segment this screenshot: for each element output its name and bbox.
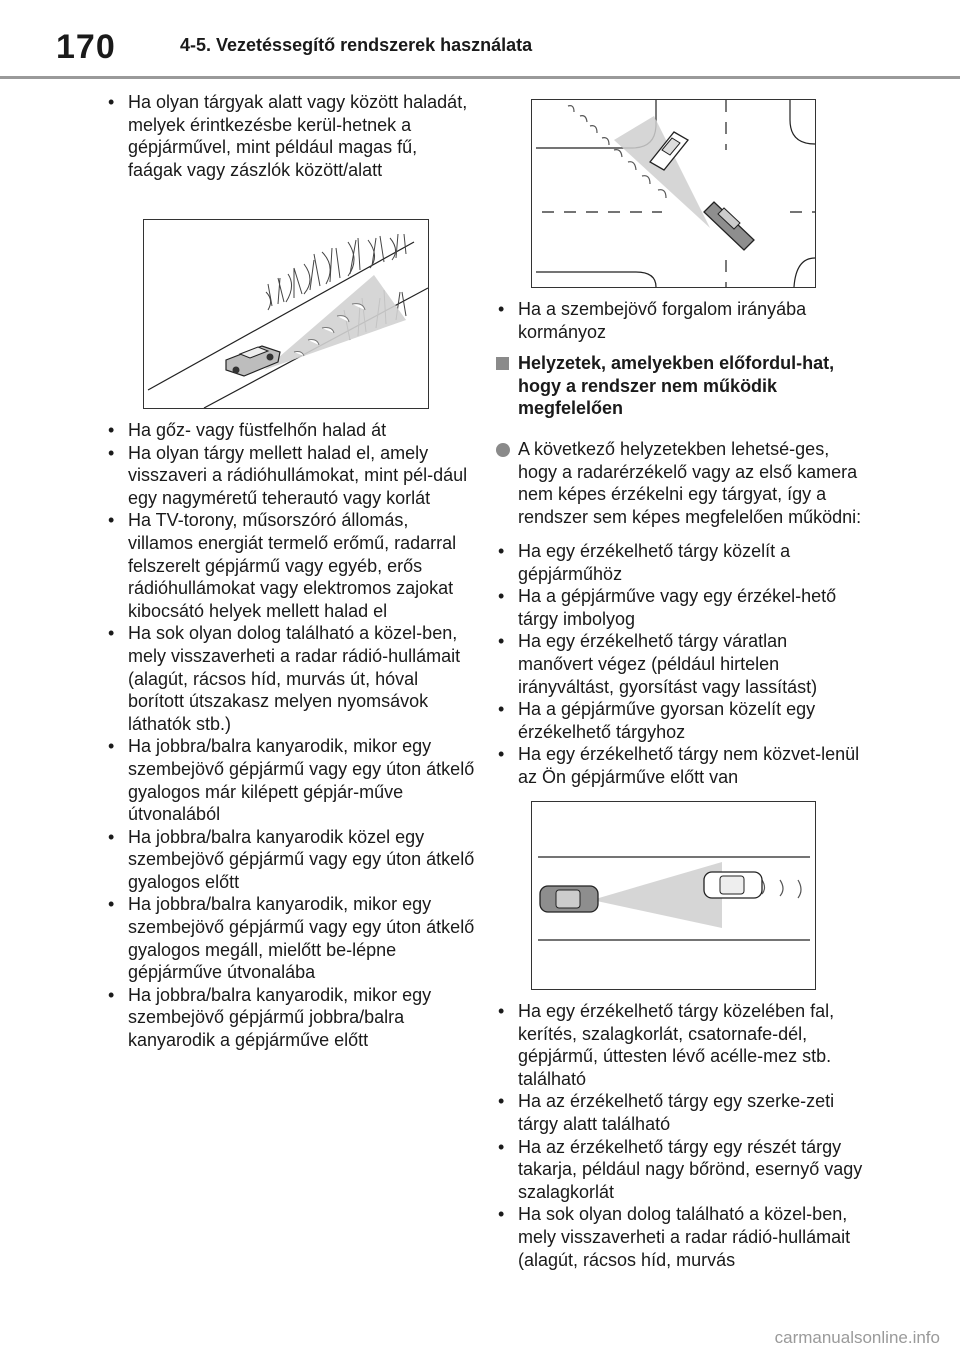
list-item: • Ha olyan tárgyak alatt vagy között haladát, melyek érintkezésbe kerül-hetnek a gépjárművel, mint például magas fű, faágak vagy zászlók között/alatt xyxy=(106,91,476,181)
list-item: • Ha a gépjárműve gyorsan közelít egy érzékelhető tárgyhoz xyxy=(496,698,866,743)
figure-tall-grass xyxy=(143,219,429,409)
own-car-icon xyxy=(704,202,754,250)
list-item: • Ha az érzékelhető tárgy egy részét tárgy takarja, például nagy bőrönd, esernyő vagy szalagkorlát xyxy=(496,1136,866,1204)
list-item: • Ha egy érzékelhető tárgy közelít a gépjárműhöz xyxy=(496,540,866,585)
section-heading xyxy=(496,352,866,420)
left-column-list-b xyxy=(106,419,476,1052)
list-item: • Ha jobbra/balra kanyarodik, mikor egy szembejövő gépjármű vagy egy úton átkelő gyalogos megáll, mielőtt be-lépne gépjárműve útvonalába xyxy=(106,893,476,983)
intro-text: A következő helyzetekben lehetsé-ges, hogy a radarérzékelő vagy az első kamera nem képes érzékelni egy tárgyat, így a rendszer sem képes megfelelően működni: xyxy=(518,439,862,527)
header-rule xyxy=(0,76,960,79)
own-car-icon xyxy=(540,886,598,912)
left-column-list-a xyxy=(106,91,476,181)
circle-bullet-icon xyxy=(496,443,510,457)
list-item: • Ha sok olyan dolog található a közel-ben, mely visszaverheti a radar rádió-hullámait (alagút, rácsos híd, murvás út, hóval borított útszakasz melyen nyomsávok láthatók stb.) xyxy=(106,622,476,735)
list-item: • Ha TV-torony, műsorszóró állomás, villamos energiát termelő erőmű, radarral felszerelt gépjármű vagy egyéb, erős rádióhullámokat vagy elektromos zajokat kibocsátó helyek mellett halad el xyxy=(106,509,476,622)
list-item: • Ha sok olyan dolog található a közel-ben, mely visszaverheti a radar rádió-hullámait (alagút, rácsos híd, murvás xyxy=(496,1203,866,1271)
right-column-list-d xyxy=(496,540,866,789)
figure-intersection xyxy=(531,99,816,288)
page-number: 170 xyxy=(56,28,116,66)
chapter-title: 4-5. Vezetéssegítő rendszerek használata xyxy=(180,35,533,55)
figure-offset-target xyxy=(531,801,816,990)
list-item: • Ha egy érzékelhető tárgy váratlan manővert végez (például hirtelen irányváltást, gyorsítást vagy lassítást) xyxy=(496,630,866,698)
page-header xyxy=(0,0,960,80)
list-item: • Ha a szembejövő forgalom irányába kormányoz xyxy=(496,298,866,343)
right-column-list-c xyxy=(496,298,866,343)
offset-target-illustration xyxy=(532,802,815,989)
list-item: • Ha egy érzékelhető tárgy nem közvet-lenül az Ön gépjárműve előtt van xyxy=(496,743,866,788)
intro-paragraph xyxy=(496,438,866,528)
right-column-list-e xyxy=(496,1000,866,1271)
list-item: • Ha jobbra/balra kanyarodik, mikor egy szembejövő gépjármű vagy egy úton átkelő gyalogos már kilépett gépjár-műve útvonalából xyxy=(106,735,476,825)
tall-grass-illustration xyxy=(144,220,428,408)
list-item: • Ha a gépjárműve vagy egy érzékel-hető tárgy imbolyog xyxy=(496,585,866,630)
list-item: • Ha gőz- vagy füstfelhőn halad át xyxy=(106,419,476,442)
list-item: • Ha az érzékelhető tárgy egy szerke-zeti tárgy alatt található xyxy=(496,1090,866,1135)
list-item: • Ha olyan tárgy mellett halad el, amely visszaveri a rádióhullámokat, mint pél-dául egy nagyméretű teherautó vagy korlát xyxy=(106,442,476,510)
list-item: • Ha jobbra/balra kanyarodik közel egy szembejövő gépjármű vagy egy úton átkelő gyalogos előtt xyxy=(106,826,476,894)
list-item: • Ha jobbra/balra kanyarodik, mikor egy szembejövő gépjármű jobbra/balra kanyarodik a gépjárműve előtt xyxy=(106,984,476,1052)
intersection-illustration xyxy=(532,100,815,287)
square-bullet-icon xyxy=(496,357,509,370)
section-heading-text: Helyzetek, amelyekben előfordul-hat, hogy a rendszer nem működik megfelelően xyxy=(518,353,835,419)
watermark: carmanualsonline.info xyxy=(774,1328,940,1347)
target-car-icon xyxy=(704,872,762,898)
list-item: • Ha egy érzékelhető tárgy közelében fal, kerítés, szalagkorlát, csatornafe-dél, gépjármű, úttesten lévő acélle-mez stb. található xyxy=(496,1000,866,1090)
